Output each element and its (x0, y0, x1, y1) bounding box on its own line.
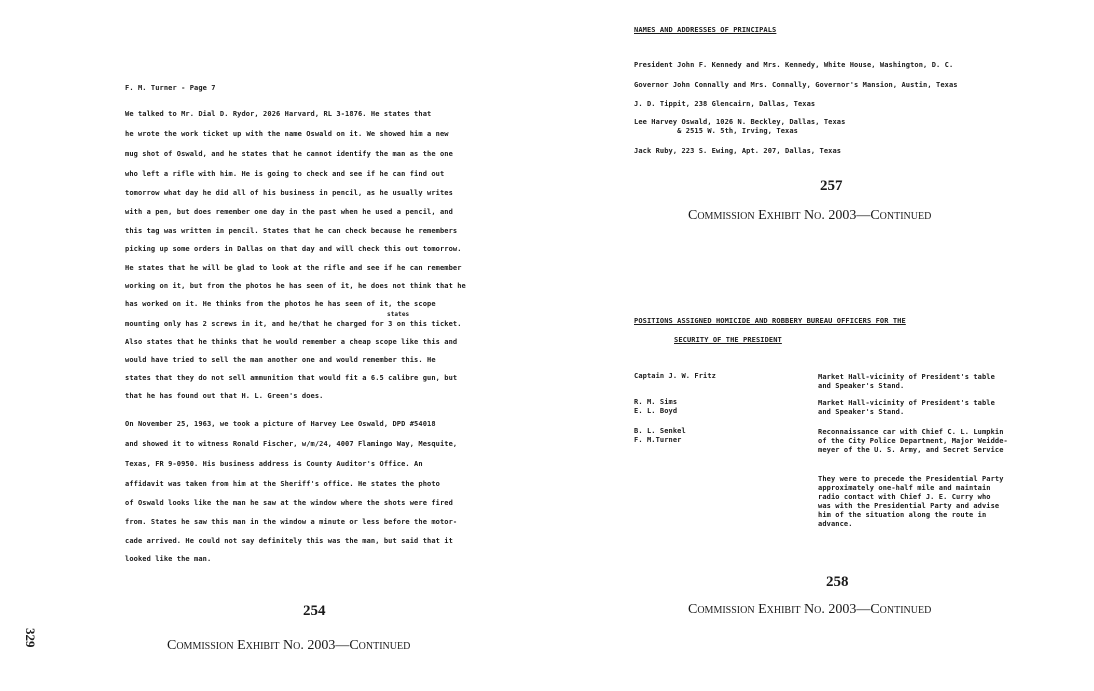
principal-entry: & 2515 W. 5th, Irving, Texas (634, 127, 798, 135)
memo-line: with a pen, but does remember one day in the past when he used a pencil, and (125, 208, 453, 216)
exhibit-caption: Commission Exhibit No. 2003—Continued (688, 602, 932, 617)
memo-line: mug shot of Oswald, and he states that he cannot identify the man as the one (125, 150, 453, 158)
memo-line: that he has found out that H. L. Green's does. (125, 392, 324, 400)
officer-name: E. L. Boyd (634, 407, 678, 415)
assignment-text: Market Hall-vicinity of President's table and Speaker's Stand. (818, 373, 995, 390)
memo-line: from. States he saw this man in the window a minute or less before the motor- (125, 518, 458, 526)
exhibit-caption: Commission Exhibit No. 2003—Continued (167, 638, 411, 653)
page-number: 258 (826, 574, 849, 590)
officer-name: B. L. Senkel (634, 427, 686, 435)
memo-line: working on it, but from the photos he has seen of it, he does not think that he (125, 282, 466, 290)
officer-name: F. M.Turner (634, 436, 682, 444)
memo-line: He states that he will be glad to look at the rifle and see if he can remember (125, 264, 462, 272)
memo-line: affidavit was taken from him at the Sheriff's office. He states the photo (125, 480, 440, 488)
memo-line: states that they do not sell ammunition that would fit a 6.5 calibre gun, but (125, 374, 458, 382)
memo-line: looked like the man. (125, 555, 212, 563)
principals-heading: NAMES AND ADDRESSES OF PRINCIPALS (634, 26, 777, 34)
assignment-text: They were to precede the Presidential Party approximately one-half mile and maintain radio contact with Chief J. E. Curry who was with the Presidential Party and advise him of the situation along the route in advance. (818, 475, 1004, 528)
volume-page-number: 329 (23, 628, 38, 648)
page-number: 254 (303, 603, 326, 619)
positions-heading: POSITIONS ASSIGNED HOMICIDE AND ROBBERY BUREAU OFFICERS FOR THE (634, 317, 906, 325)
principal-entry: J. D. Tippit, 238 Glencairn, Dallas, Texas (634, 100, 816, 108)
memo-line: On November 25, 1963, we took a picture of Harvey Lee Oswald, DPD #54018 (125, 420, 436, 428)
memo-line: picking up some orders in Dallas on that day and will check this out tomorrow. (125, 245, 462, 253)
memo-line: Also states that he thinks that he would remember a cheap scope like this and (125, 338, 458, 346)
principal-entry: Governor John Connally and Mrs. Connally, Governor's Mansion, Austin, Texas (634, 81, 958, 89)
memo-page-heading: F. M. Turner - Page 7 (125, 84, 216, 92)
memo-line: of Oswald looks like the man he saw at the window where the shots were fired (125, 499, 453, 507)
memo-line: Texas, FR 9-0950. His business address is County Auditor's Office. An (125, 460, 423, 468)
assignment-text: Market Hall-vicinity of President's table and Speaker's Stand. (818, 399, 995, 416)
memo-line: who left a rifle with him. He is going to check and see if he can find out (125, 170, 445, 178)
assignment-text: Reconnaissance car with Chief C. L. Lumpkin of the City Police Department, Major Weidde- meyer of the U. S. Army, and Secret Service (818, 428, 1008, 454)
exhibit-caption: Commission Exhibit No. 2003—Continued (688, 208, 932, 223)
positions-subheading: SECURITY OF THE PRESIDENT (674, 336, 782, 344)
memo-line: mounting only has 2 screws in it, and he/that he charged for 3 on this ticket. (125, 320, 462, 328)
principal-entry: President John F. Kennedy and Mrs. Kennedy, White House, Washington, D. C. (634, 61, 954, 69)
page-number: 257 (820, 178, 843, 194)
memo-line: We talked to Mr. Dial D. Rydor, 2026 Harvard, RL 3-1876. He states that (125, 110, 432, 118)
officer-name: Captain J. W. Fritz (634, 372, 716, 380)
memo-line: this tag was written in pencil. States that he can check because he remembers (125, 227, 458, 235)
principal-entry: Lee Harvey Oswald, 1026 N. Beckley, Dallas, Texas (634, 118, 846, 126)
memo-line: would have tried to sell the man another one and would remember this. He (125, 356, 436, 364)
memo-line: he wrote the work ticket up with the name Oswald on it. We showed him a new (125, 130, 449, 138)
memo-line: and showed it to witness Ronald Fischer, w/m/24, 4007 Flamingo Way, Mesquite, (125, 440, 458, 448)
memo-line: has worked on it. He thinks from the photos he has seen of it, the scope (125, 300, 436, 308)
principal-entry: Jack Ruby, 223 S. Ewing, Apt. 207, Dallas, Texas (634, 147, 842, 155)
interlinear-insert: states (387, 311, 410, 318)
memo-line: tomorrow what day he did all of his business in pencil, as he usually writes (125, 189, 453, 197)
memo-line: cade arrived. He could not say definitely this was the man, but said that it (125, 537, 453, 545)
officer-name: R. M. Sims (634, 398, 678, 406)
